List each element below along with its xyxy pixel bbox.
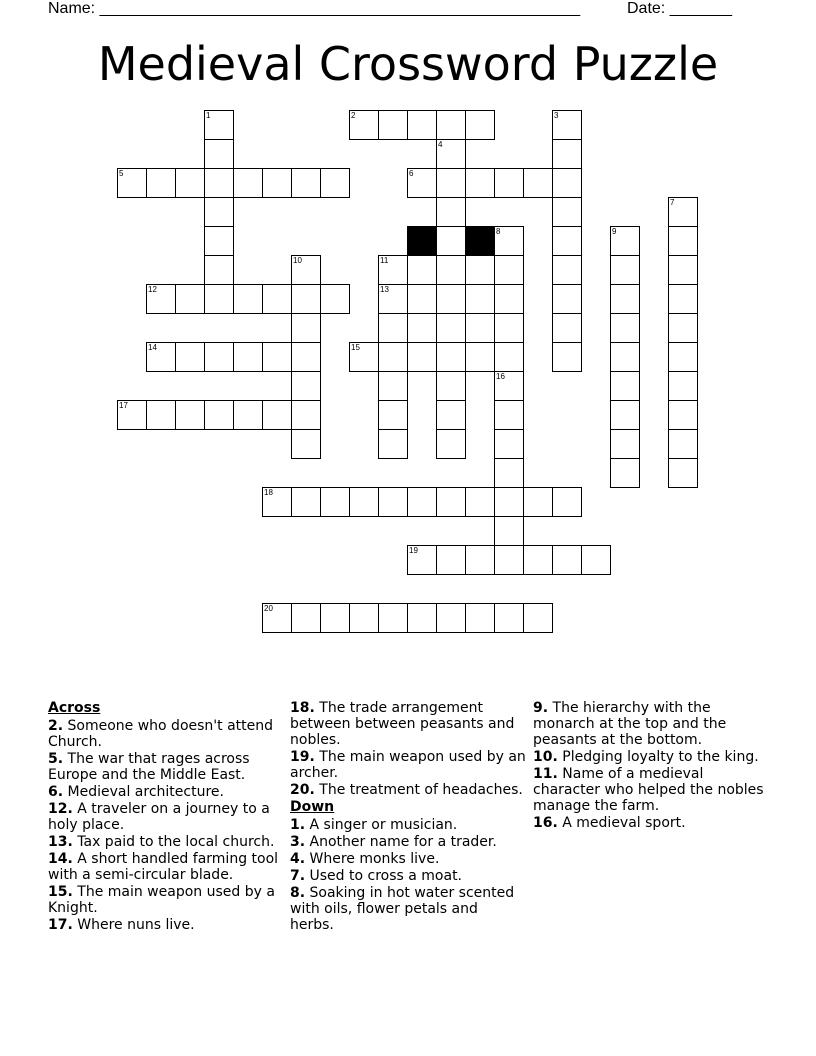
across-clue	[290, 749, 526, 781]
clue-text: The trade arrangement between between peasants and nobles.	[290, 700, 515, 748]
clue-number: 16	[496, 372, 505, 381]
grid-cell[interactable]	[175, 400, 205, 430]
clue-number: 10.	[533, 749, 558, 765]
clue-number: 2	[351, 111, 356, 120]
down-clue	[533, 766, 769, 814]
clue-number: 6.	[48, 784, 64, 800]
across-clue	[48, 884, 280, 916]
grid-cell[interactable]	[494, 400, 524, 430]
clue-number: 9	[612, 227, 617, 236]
grid-cell[interactable]	[378, 487, 408, 517]
grid-cell[interactable]	[610, 255, 640, 285]
clue-number: 14.	[48, 851, 73, 867]
grid-cell[interactable]	[436, 487, 466, 517]
grid-cell[interactable]	[494, 255, 524, 285]
clue-number: 7.	[290, 868, 306, 884]
grid-cell[interactable]	[204, 226, 234, 256]
grid-cell[interactable]	[291, 255, 321, 285]
grid-cell[interactable]	[610, 284, 640, 314]
grid-cell[interactable]	[610, 458, 640, 488]
across-heading: Across	[48, 700, 101, 716]
clue-number: 18	[264, 488, 273, 497]
clue-number: 19.	[290, 749, 315, 765]
clue-number: 3	[554, 111, 559, 120]
grid-cell[interactable]	[262, 603, 292, 633]
clue-text: A short handled farming tool with a semi-circular blade.	[48, 851, 279, 883]
grid-cell[interactable]	[407, 110, 437, 140]
down-clue	[290, 817, 526, 833]
grid-cell[interactable]	[175, 168, 205, 198]
black-cell	[465, 226, 495, 256]
clue-number: 14	[148, 343, 157, 352]
grid-cell[interactable]	[233, 284, 263, 314]
clue-text: The hierarchy with the monarch at the top and the peasants at the bottom.	[533, 700, 727, 748]
grid-cell[interactable]	[610, 400, 640, 430]
grid-cell[interactable]	[378, 342, 408, 372]
grid-cell[interactable]	[204, 400, 234, 430]
across-clue	[290, 700, 526, 748]
grid-cell[interactable]	[436, 168, 466, 198]
grid-cell[interactable]	[465, 603, 495, 633]
grid-cell[interactable]	[349, 110, 379, 140]
clue-number: 7	[670, 198, 675, 207]
grid-cell[interactable]	[378, 603, 408, 633]
clue-number: 15	[351, 343, 360, 352]
across-clue	[48, 751, 280, 783]
grid-cell[interactable]	[494, 429, 524, 459]
clue-number: 5	[119, 169, 124, 178]
clue-number: 19	[409, 546, 418, 555]
grid-cell[interactable]	[291, 603, 321, 633]
clue-number: 17	[119, 401, 128, 410]
clue-number: 20	[264, 604, 273, 613]
grid-cell[interactable]	[436, 313, 466, 343]
grid-cell[interactable]	[668, 342, 698, 372]
grid-cell[interactable]	[146, 168, 176, 198]
grid-cell[interactable]	[407, 284, 437, 314]
clues-column-3	[533, 700, 769, 832]
down-clue	[533, 749, 769, 765]
grid-cell[interactable]	[552, 168, 582, 198]
clue-text: The war that rages across Europe and the Middle East.	[48, 751, 250, 783]
grid-cell[interactable]	[552, 487, 582, 517]
across-clue	[290, 782, 526, 798]
down-clue	[290, 851, 526, 867]
grid-cell[interactable]	[407, 603, 437, 633]
grid-cell[interactable]	[465, 545, 495, 575]
grid-cell[interactable]	[494, 487, 524, 517]
clue-text: The main weapon used by an archer.	[290, 749, 526, 781]
grid-cell[interactable]	[610, 429, 640, 459]
grid-cell[interactable]	[465, 110, 495, 140]
grid-cell[interactable]	[494, 168, 524, 198]
clue-number: 18.	[290, 700, 315, 716]
clue-number: 12	[148, 285, 157, 294]
grid-cell[interactable]	[668, 400, 698, 430]
clue-text: Medieval architecture.	[63, 784, 224, 800]
grid-cell[interactable]	[291, 400, 321, 430]
grid-cell[interactable]	[610, 342, 640, 372]
clue-number: 4	[438, 140, 443, 149]
grid-cell[interactable]	[291, 487, 321, 517]
clue-number: 2.	[48, 718, 64, 734]
page-title: Medieval Crossword Puzzle	[97, 37, 719, 91]
grid-cell[interactable]	[378, 255, 408, 285]
grid-cell[interactable]	[668, 197, 698, 227]
grid-cell[interactable]	[436, 400, 466, 430]
grid-cell[interactable]	[291, 342, 321, 372]
grid-cell[interactable]	[523, 487, 553, 517]
clue-number: 5.	[48, 751, 64, 767]
grid-cell[interactable]	[610, 226, 640, 256]
grid-cell[interactable]	[436, 110, 466, 140]
grid-cell[interactable]	[407, 342, 437, 372]
clue-number: 8.	[290, 885, 306, 901]
clue-text: Soaking in hot water scented with oils, flower petals and herbs.	[290, 885, 515, 933]
clue-number: 12.	[48, 801, 73, 817]
grid-cell[interactable]	[204, 139, 234, 169]
grid-cell[interactable]	[146, 400, 176, 430]
grid-cell[interactable]	[204, 168, 234, 198]
grid-cell[interactable]	[494, 226, 524, 256]
clue-text: Another name for a trader.	[305, 834, 497, 850]
grid-cell[interactable]	[552, 255, 582, 285]
grid-cell[interactable]	[436, 545, 466, 575]
grid-cell[interactable]	[523, 603, 553, 633]
clue-number: 8	[496, 227, 501, 236]
grid-cell[interactable]	[436, 603, 466, 633]
grid-cell[interactable]	[610, 313, 640, 343]
grid-cell[interactable]	[436, 342, 466, 372]
across-clue	[48, 718, 280, 750]
grid-cell[interactable]	[349, 342, 379, 372]
clue-text: Pledging loyalty to the king.	[557, 749, 759, 765]
grid-cell[interactable]	[378, 284, 408, 314]
clue-number: 20.	[290, 782, 315, 798]
clue-text: The treatment of headaches.	[314, 782, 523, 798]
grid-cell[interactable]	[668, 313, 698, 343]
clue-number: 13	[380, 285, 389, 294]
grid-cell[interactable]	[668, 371, 698, 401]
grid-cell[interactable]	[436, 226, 466, 256]
grid-cell[interactable]	[291, 313, 321, 343]
clue-text: Name of a medieval character who helped the nobles manage the farm.	[533, 766, 764, 814]
clues-column-1	[48, 700, 280, 934]
date-field-label: Date: _______	[627, 0, 732, 17]
grid-cell[interactable]	[552, 110, 582, 140]
clue-number: 16.	[533, 815, 558, 831]
grid-cell[interactable]	[146, 342, 176, 372]
grid-cell[interactable]	[552, 284, 582, 314]
grid-cell[interactable]	[262, 342, 292, 372]
grid-cell[interactable]	[668, 429, 698, 459]
grid-cell[interactable]	[552, 545, 582, 575]
grid-cell[interactable]	[465, 487, 495, 517]
clue-text: Tax paid to the local church.	[72, 834, 275, 850]
down-clue	[533, 700, 769, 748]
grid-cell[interactable]	[552, 139, 582, 169]
grid-cell[interactable]	[117, 168, 147, 198]
clue-number: 10	[293, 256, 302, 265]
grid-cell[interactable]	[552, 342, 582, 372]
clue-text: A singer or musician.	[305, 817, 458, 833]
grid-cell[interactable]	[291, 429, 321, 459]
grid-cell[interactable]	[552, 313, 582, 343]
grid-cell[interactable]	[436, 197, 466, 227]
grid-cell[interactable]	[436, 284, 466, 314]
clue-number: 13.	[48, 834, 73, 850]
down-clue	[533, 815, 769, 831]
grid-cell[interactable]	[494, 545, 524, 575]
grid-cell[interactable]	[349, 487, 379, 517]
across-clue	[48, 851, 280, 883]
black-cell	[407, 226, 437, 256]
grid-cell[interactable]	[291, 371, 321, 401]
grid-cell[interactable]	[291, 284, 321, 314]
grid-cell[interactable]	[436, 139, 466, 169]
across-clue	[48, 801, 280, 833]
grid-cell[interactable]	[465, 342, 495, 372]
grid-cell[interactable]	[436, 255, 466, 285]
clue-text: The main weapon used by a Knight.	[48, 884, 275, 916]
grid-cell[interactable]	[494, 342, 524, 372]
clue-number: 9.	[533, 700, 549, 716]
grid-cell[interactable]	[204, 342, 234, 372]
grid-cell[interactable]	[233, 342, 263, 372]
grid-cell[interactable]	[552, 226, 582, 256]
grid-cell[interactable]	[465, 284, 495, 314]
grid-cell[interactable]	[204, 255, 234, 285]
clue-number: 1	[206, 111, 211, 120]
grid-cell[interactable]	[349, 603, 379, 633]
clue-text: Where monks live.	[305, 851, 440, 867]
grid-cell[interactable]	[668, 284, 698, 314]
clue-text: A medieval sport.	[557, 815, 686, 831]
grid-cell[interactable]	[262, 400, 292, 430]
clue-number: 4.	[290, 851, 306, 867]
clue-number: 15.	[48, 884, 73, 900]
grid-cell[interactable]	[175, 284, 205, 314]
grid-cell[interactable]	[378, 313, 408, 343]
down-clue	[290, 868, 526, 884]
clue-number: 11.	[533, 766, 558, 782]
clue-number: 17.	[48, 917, 73, 933]
grid-cell[interactable]	[320, 603, 350, 633]
grid-cell[interactable]	[204, 197, 234, 227]
clue-text: Where nuns live.	[72, 917, 195, 933]
grid-cell[interactable]	[204, 284, 234, 314]
grid-cell[interactable]	[320, 487, 350, 517]
down-clue	[290, 834, 526, 850]
grid-cell[interactable]	[407, 487, 437, 517]
grid-cell[interactable]	[610, 371, 640, 401]
grid-cell[interactable]	[494, 516, 524, 546]
grid-cell[interactable]	[233, 168, 263, 198]
clues-column-2	[290, 700, 526, 934]
grid-cell[interactable]	[668, 458, 698, 488]
grid-cell[interactable]	[581, 545, 611, 575]
grid-cell[interactable]	[320, 284, 350, 314]
grid-cell[interactable]	[291, 168, 321, 198]
down-heading: Down	[290, 799, 335, 815]
grid-cell[interactable]	[378, 429, 408, 459]
grid-cell[interactable]	[378, 400, 408, 430]
clue-text: Used to cross a moat.	[305, 868, 463, 884]
grid-cell[interactable]	[378, 110, 408, 140]
grid-cell[interactable]	[146, 284, 176, 314]
clue-number: 1.	[290, 817, 306, 833]
grid-cell[interactable]	[436, 429, 466, 459]
across-clue	[48, 917, 280, 933]
clue-number: 11	[380, 256, 389, 265]
across-clue	[48, 784, 280, 800]
grid-cell[interactable]	[465, 168, 495, 198]
grid-cell[interactable]	[668, 255, 698, 285]
grid-cell[interactable]	[552, 197, 582, 227]
grid-cell[interactable]	[407, 545, 437, 575]
grid-cell[interactable]	[436, 371, 466, 401]
grid-cell[interactable]	[262, 168, 292, 198]
grid-cell[interactable]	[494, 371, 524, 401]
grid-cell[interactable]	[262, 487, 292, 517]
down-clue	[290, 885, 526, 933]
clue-text: A traveler on a journey to a holy place.	[48, 801, 270, 833]
grid-cell[interactable]	[262, 284, 292, 314]
grid-cell[interactable]	[494, 458, 524, 488]
grid-cell[interactable]	[233, 400, 263, 430]
grid-cell[interactable]	[175, 342, 205, 372]
grid-cell[interactable]	[494, 284, 524, 314]
grid-cell[interactable]	[523, 545, 553, 575]
grid-cell[interactable]	[494, 603, 524, 633]
across-clue	[48, 834, 280, 850]
grid-cell[interactable]	[117, 400, 147, 430]
grid-cell[interactable]	[407, 168, 437, 198]
grid-cell[interactable]	[378, 371, 408, 401]
grid-cell[interactable]	[523, 168, 553, 198]
grid-cell[interactable]	[320, 168, 350, 198]
grid-cell[interactable]	[494, 313, 524, 343]
name-field-label: Name: ______________________________________________________	[48, 0, 581, 17]
grid-cell[interactable]	[204, 110, 234, 140]
clue-number: 6	[409, 169, 414, 178]
clue-number: 3.	[290, 834, 306, 850]
grid-cell[interactable]	[668, 226, 698, 256]
clue-text: Someone who doesn't attend Church.	[48, 718, 274, 750]
